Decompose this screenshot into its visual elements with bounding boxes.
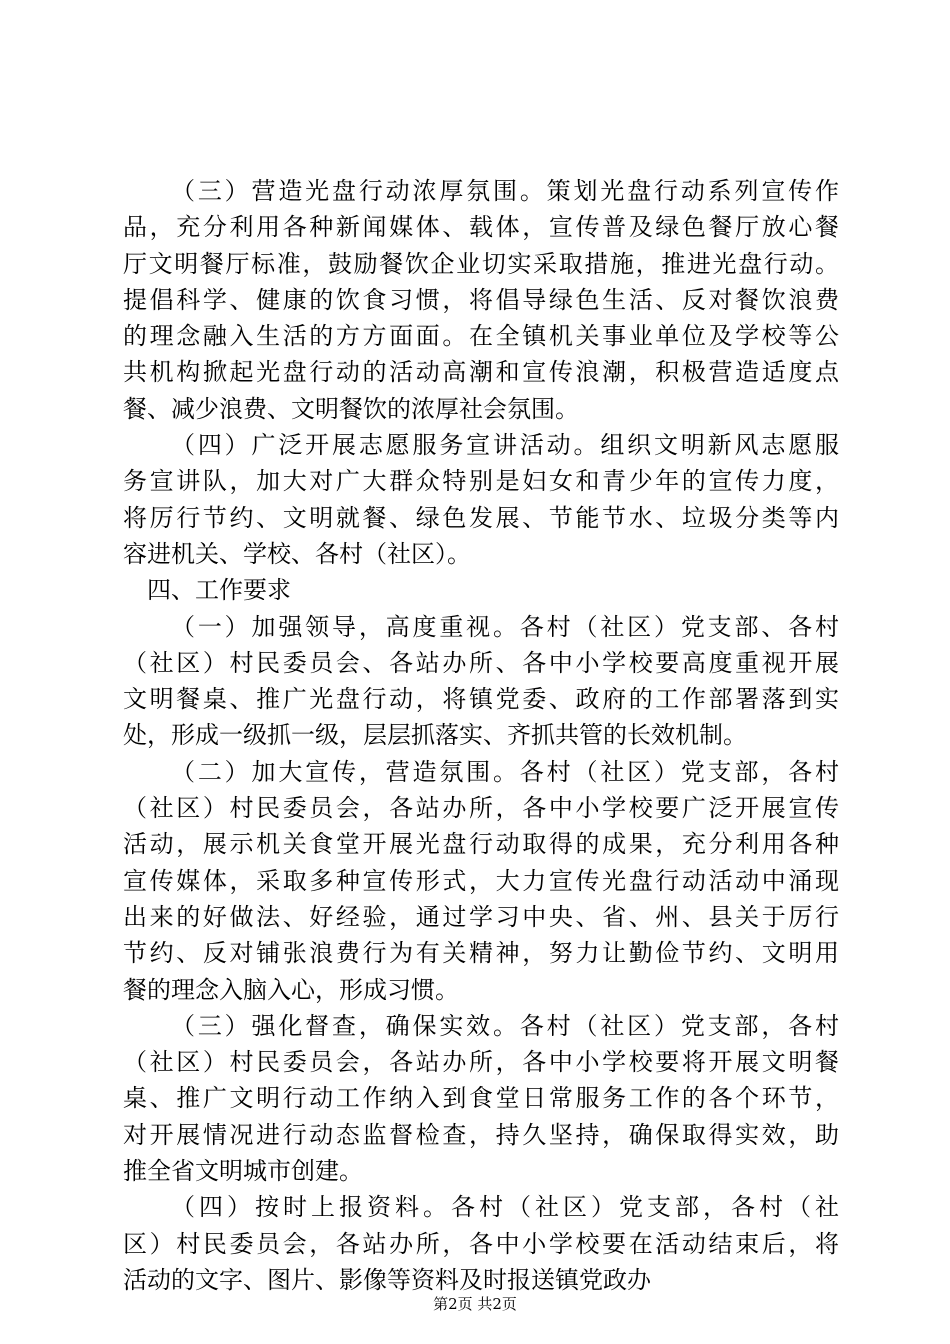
paragraph-3-line-7: 餐、减少浪费、文明餐饮的浓厚社会氛围。 — [123, 394, 579, 423]
requirement-1-line-1: （一）加强领导，高度重视。各村（社区）党支部、各村 — [171, 612, 839, 641]
requirement-2-line-2: （社区）村民委员会，各站办所，各中小学校要广泛开展宣传 — [123, 794, 839, 823]
requirement-1-line-4: 处，形成一级抓一级，层层抓落实、齐抓共管的长效机制。 — [123, 721, 747, 750]
requirement-4-line-2: 区）村民委员会，各站办所，各中小学校要在活动结束后，将 — [123, 1229, 839, 1258]
requirement-3-line-4: 对开展情况进行动态监督检查，持久坚持，确保取得实效，助 — [123, 1120, 839, 1149]
requirement-3-line-2: （社区）村民委员会，各站办所，各中小学校要将开展文明餐 — [123, 1048, 839, 1077]
paragraph-4-line-2: 务宣讲队，加大对广大群众特别是妇女和青少年的宣传力度， — [123, 467, 839, 496]
paragraph-3-line-2: 品，充分利用各种新闻媒体、载体，宣传普及绿色餐厅放心餐 — [123, 213, 839, 242]
paragraph-3-line-6: 共机构掀起光盘行动的活动高潮和宣传浪潮，积极营造适度点 — [123, 358, 839, 387]
requirement-4-line-1: （四）按时上报资料。各村（社区）党支部，各村（社 — [171, 1193, 839, 1222]
paragraph-4-line-3: 将厉行节约、文明就餐、绿色发展、节能节水、垃圾分类等内 — [123, 503, 839, 532]
requirement-2-line-4: 宣传媒体，采取多种宣传形式，大力宣传光盘行动活动中涌现 — [123, 866, 839, 895]
requirement-1-line-2: （社区）村民委员会、各站办所、各中小学校要高度重视开展 — [123, 648, 839, 677]
page-number-footer: 第2页 共2页 — [433, 1295, 517, 1313]
requirement-4-line-3: 活动的文字、图片、影像等资料及时报送镇党政办 — [123, 1265, 651, 1294]
section-heading: 四、工作要求 — [147, 576, 291, 605]
paragraph-3-line-1: （三）营造光盘行动浓厚氛围。策划光盘行动系列宣传作 — [171, 177, 839, 205]
requirement-3-line-5: 推全省文明城市创建。 — [123, 1157, 363, 1186]
requirement-3-line-1: （三）强化督查，确保实效。各村（社区）党支部，各村 — [171, 1011, 839, 1040]
requirement-1-line-3: 文明餐桌、推广光盘行动，将镇党委、政府的工作部署落到实 — [123, 685, 839, 714]
requirement-2-line-6: 节约、反对铺张浪费行为有关精神，努力让勤俭节约、文明用 — [123, 939, 839, 968]
paragraph-3-line-4: 提倡科学、健康的饮食习惯，将倡导绿色生活、反对餐饮浪费 — [123, 285, 839, 314]
paragraph-4-line-1: （四）广泛开展志愿服务宣讲活动。组织文明新风志愿服 — [171, 431, 839, 460]
paragraph-4-line-4: 容进机关、学校、各村（社区）。 — [123, 539, 471, 568]
paragraph-3-line-5: 的理念融入生活的方方面面。在全镇机关事业单位及学校等公 — [123, 322, 839, 351]
document-body — [123, 173, 839, 1298]
paragraph-3-line-3: 厅文明餐厅标准，鼓励餐饮企业切实采取措施，推进光盘行动。 — [123, 249, 839, 278]
requirement-2-line-3: 活动，展示机关食堂开展光盘行动取得的成果，充分利用各种 — [123, 830, 839, 859]
requirement-2-line-7: 餐的理念入脑入心，形成习惯。 — [123, 975, 459, 1004]
requirement-2-line-1: （二）加大宣传，营造氛围。各村（社区）党支部，各村 — [171, 757, 839, 786]
requirement-2-line-5: 出来的好做法、好经验，通过学习中央、省、州、县关于厉行 — [123, 902, 839, 931]
requirement-3-line-3: 桌、推广文明行动工作纳入到食堂日常服务工作的各个环节， — [123, 1084, 839, 1113]
